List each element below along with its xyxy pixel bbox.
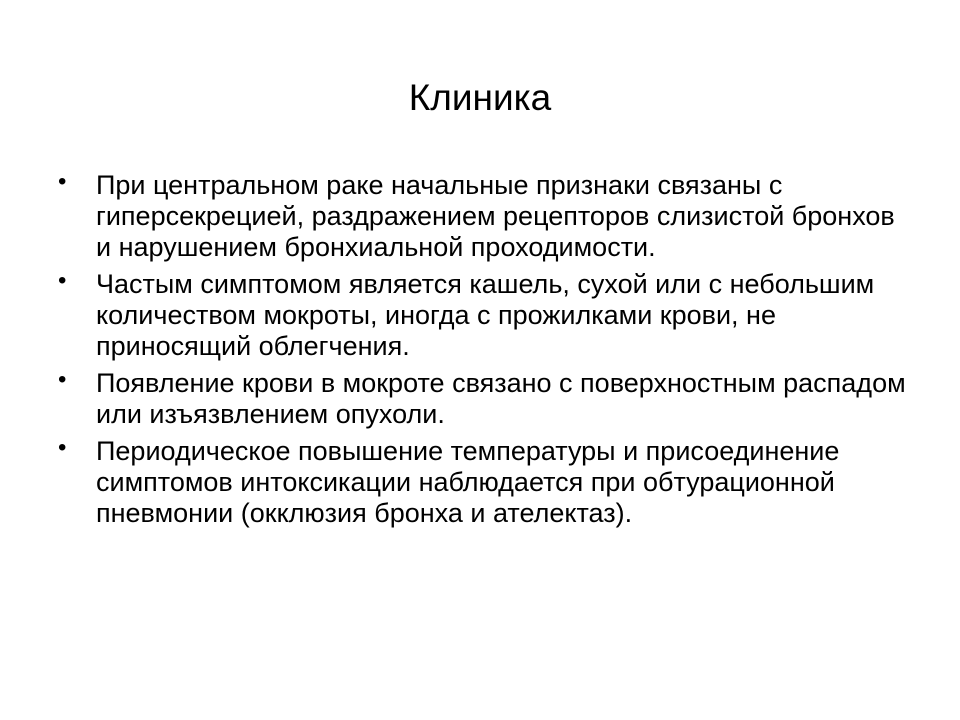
bullet-item xyxy=(56,436,916,529)
bullet-icon: • xyxy=(58,366,67,393)
bullet-icon: • xyxy=(58,267,67,294)
bullet-icon: • xyxy=(58,168,67,195)
bullet-list xyxy=(56,170,916,535)
bullet-icon: • xyxy=(58,434,67,461)
bullet-text: При центральном раке начальные признаки связаны с гиперсекрецией, раздражением рецепторов слизистой бронхов и нарушением бронхиальной проходимости. xyxy=(96,170,895,262)
bullet-text: Появление крови в мокроте связано с поверхностным распадом или изъязвлением опухоли. xyxy=(96,368,906,429)
bullet-item xyxy=(56,170,916,263)
bullet-text: Периодическое повышение температуры и присоединение симптомов интоксикации наблюдается при обтурационной пневмонии (окклюзия бронха и ателектаз). xyxy=(96,436,840,528)
slide-title: Клиника xyxy=(408,77,552,118)
bullet-item xyxy=(56,269,916,362)
bullet-item xyxy=(56,368,916,430)
bullet-text: Частым симптомом является кашель, сухой или с небольшим количеством мокроты, иногда с прожилками крови, не приносящий облегчения. xyxy=(96,269,875,361)
